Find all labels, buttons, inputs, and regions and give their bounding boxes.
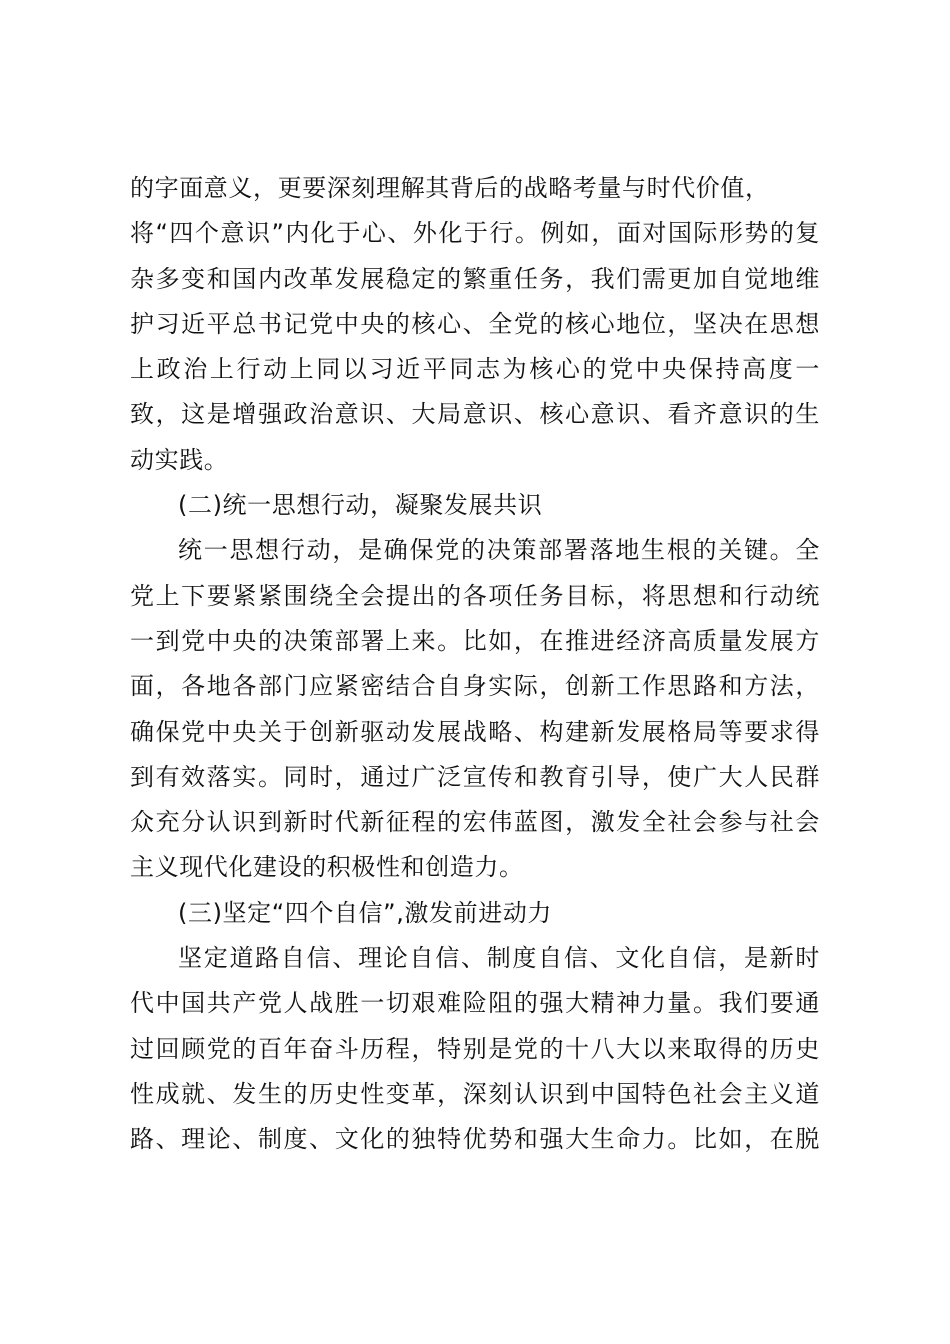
text-line: 护习近平总书记党中央的核心、全党的核心地位，坚决在思想 bbox=[130, 309, 820, 338]
text-line: 杂多变和国内改革发展稳定的繁重任务，我们需更加自觉地维 bbox=[130, 264, 820, 293]
text-line: 动实践。 bbox=[130, 445, 229, 474]
text-line: 的字面意义，更要深刻理解其背后的战略考量与时代价值， bbox=[130, 174, 770, 202]
text-line: 路、理论、制度、文化的独特优势和强大生命力。比如，在脱 bbox=[130, 1125, 820, 1154]
document-body bbox=[130, 166, 820, 1163]
text-line: (三)坚定“四个自信”,激发前进动力 bbox=[178, 898, 553, 927]
text-line: 一到党中央的决策部署上来。比如，在推进经济高质量发展方 bbox=[130, 626, 820, 655]
text-line: (二)统一思想行动，凝聚发展共识 bbox=[178, 491, 543, 520]
text-line: 确保党中央关于创新驱动发展战略、构建新发展格局等要求得 bbox=[130, 717, 820, 746]
text-line: 性成就、发生的历史性变革，深刻认识到中国特色社会主义道 bbox=[130, 1079, 820, 1108]
text-line: 统一思想行动，是确保党的决策部署落地生根的关键。全 bbox=[178, 536, 820, 565]
text-line: 上政治上行动上同以习近平同志为核心的党中央保持高度一 bbox=[130, 355, 820, 384]
text-line: 过回顾党的百年奋斗历程，特别是党的十八大以来取得的历史 bbox=[130, 1034, 820, 1063]
text-line: 党上下要紧紧围绕全会提出的各项任务目标，将思想和行动统 bbox=[130, 581, 820, 610]
text-line: 将“四个意识”内化于心、外化于行。例如，面对国际形势的复 bbox=[130, 219, 820, 248]
text-line: 坚定道路自信、理论自信、制度自信、文化自信，是新时 bbox=[178, 944, 820, 973]
text-line: 致，这是增强政治意识、大局意识、核心意识、看齐意识的生 bbox=[130, 400, 820, 429]
text-line: 众充分认识到新时代新征程的宏伟蓝图，激发全社会参与社会 bbox=[130, 808, 820, 837]
text-line: 面，各地各部门应紧密结合自身实际，创新工作思路和方法， bbox=[130, 672, 820, 701]
text-line: 主义现代化建设的积极性和创造力。 bbox=[130, 853, 524, 882]
text-line: 代中国共产党人战胜一切艰难险阻的强大精神力量。我们要通 bbox=[130, 989, 820, 1018]
text-line: 到有效落实。同时，通过广泛宣传和教育引导，使广大人民群 bbox=[130, 762, 820, 791]
